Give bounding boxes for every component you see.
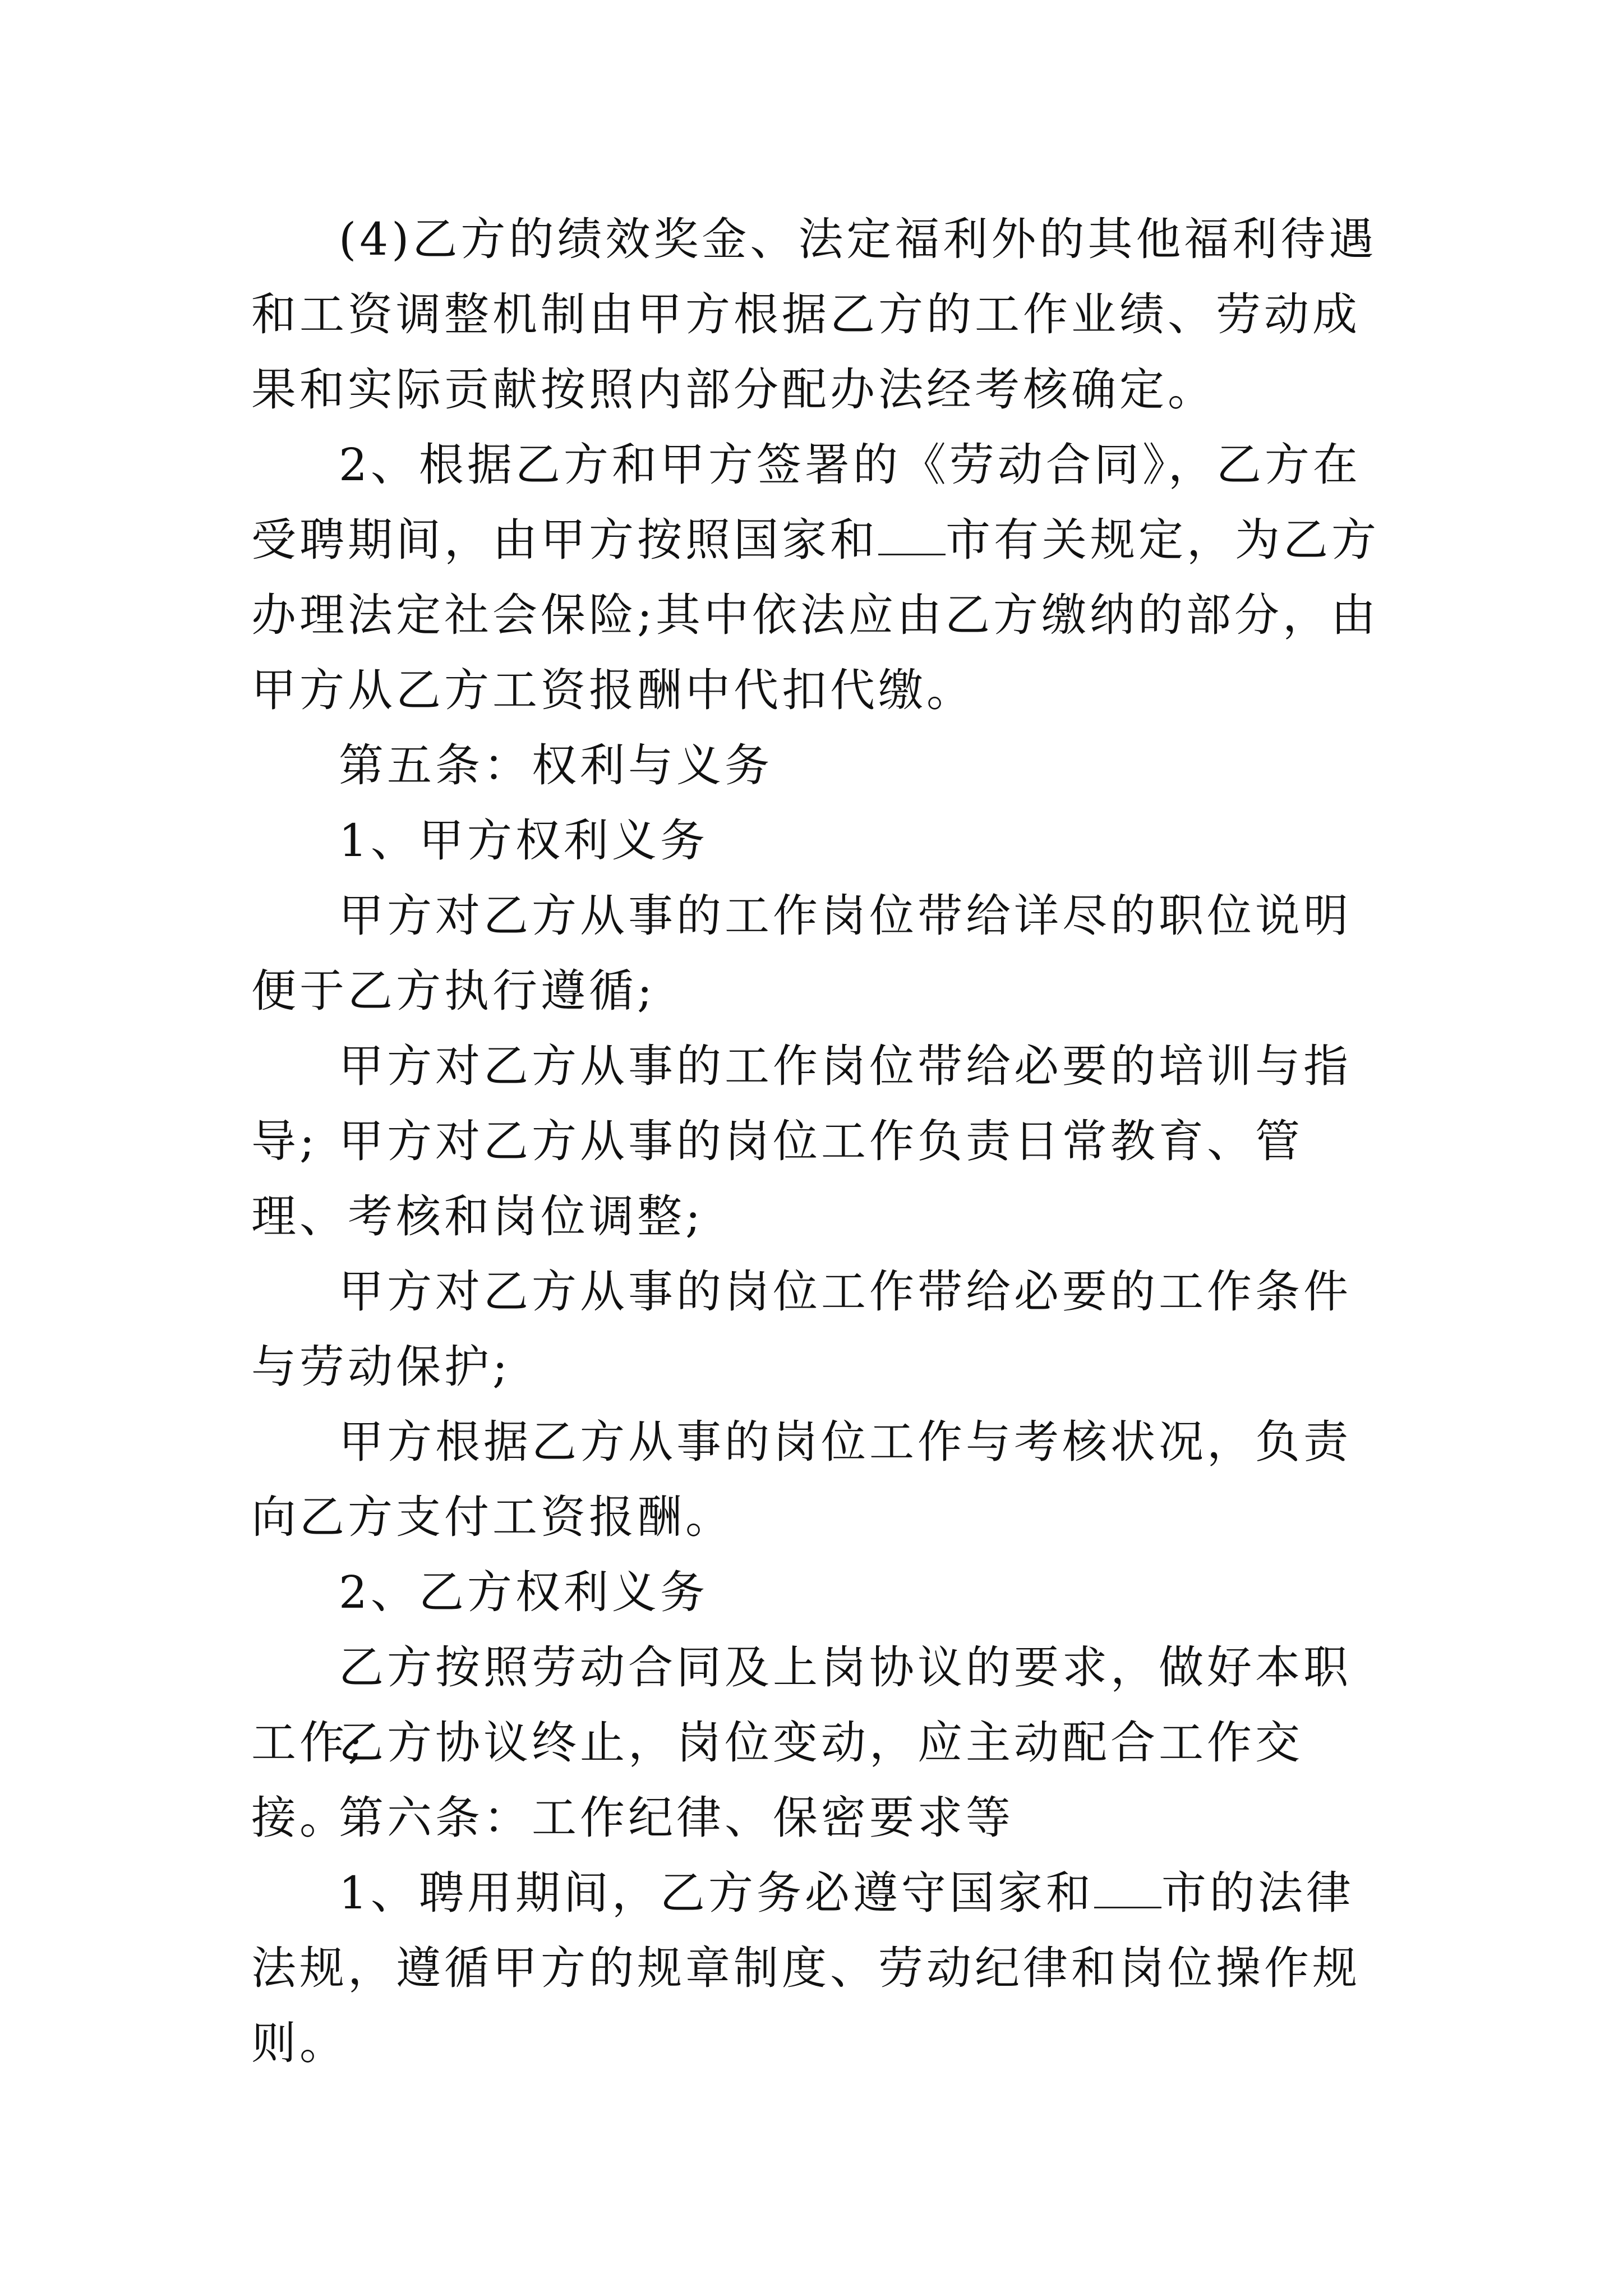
party-b-duty-job: 乙方按照劳动合同及上岗协议的要求，做好本职工作;	[251, 1641, 1352, 1769]
social-insurance-text-start: 2、根据乙方和甲方签署的《劳动合同》，乙方在受聘期间，由甲方按照国家和	[251, 439, 1361, 566]
work-discipline-text-start: 1、聘用期间，乙方务必遵守国家和	[339, 1867, 1094, 1919]
paragraph-work-discipline	[251, 1856, 1395, 2081]
party-a-duty-job-description: 甲方对乙方从事的工作岗位带给详尽的职位说明便于乙方执行遵循;	[251, 890, 1352, 1017]
city-blank-field	[1094, 1867, 1161, 1908]
paragraph-social-insurance	[251, 427, 1395, 728]
party-a-duty-management: 甲方对乙方从事的岗位工作负责日常教育、管理、考核和岗位调整;	[251, 1115, 1303, 1243]
party-a-duty-training: 甲方对乙方从事的工作岗位带给必要的培训与指导;	[251, 1040, 1352, 1167]
party-a-rights-heading: 1、甲方权利义务	[339, 815, 708, 867]
city-blank-field	[878, 514, 946, 555]
social-insurance-text-end: 市有关规定，为乙方办理法定社会保险;其中依法应由乙方缴纳的部分，由甲方从乙方工资报酬中代扣代缴。	[251, 514, 1380, 716]
party-a-duty-salary: 甲方根据乙方从事的岗位工作与考核状况，负责向乙方支付工资报酬。	[251, 1416, 1352, 1543]
paragraph-performance-bonus: (4)乙方的绩效奖金、法定福利外的其他福利待遇和工资调整机制由甲方根据乙方的工作业绩、劳动成果和实际贡献按照内部分配办法经考核确定。	[251, 213, 1377, 416]
article-six-heading: 第六条：工作纪律、保密要求等	[339, 1792, 1014, 1844]
article-five-heading: 第五条：权利与义务	[339, 739, 773, 792]
party-b-duty-handover: 乙方协议终止，岗位变动，应主动配合工作交接。	[251, 1717, 1303, 1844]
party-b-rights-heading: 2、乙方权利义务	[339, 1566, 708, 1618]
work-discipline-text-end: 市的法律法规，遵循甲方的规章制度、劳动纪律和岗位操作规则。	[251, 1867, 1361, 2069]
party-a-duty-working-conditions: 甲方对乙方从事的岗位工作带给必要的工作条件与劳动保护;	[251, 1266, 1352, 1393]
